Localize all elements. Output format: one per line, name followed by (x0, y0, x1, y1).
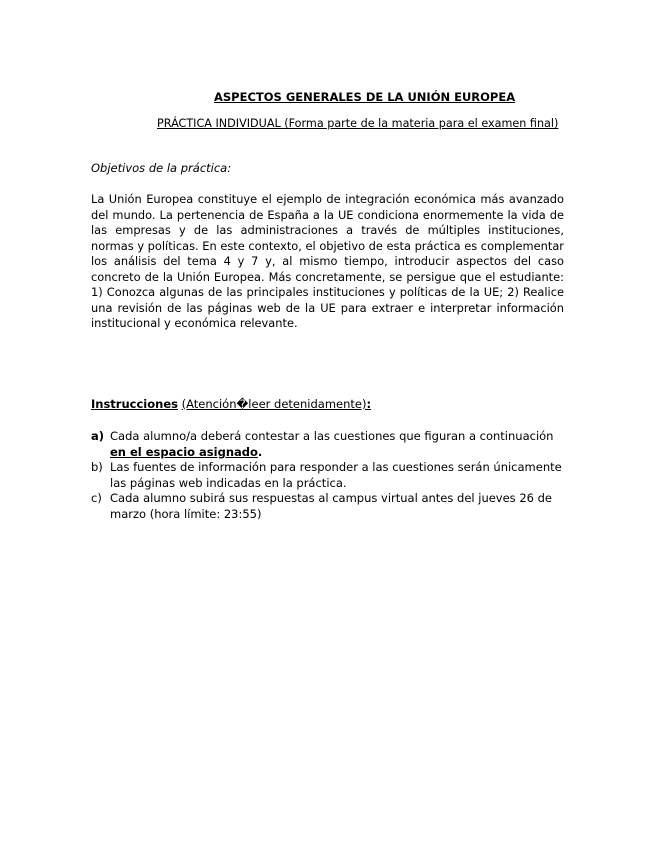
list-item-marker: c) (91, 491, 102, 505)
instructions-list (91, 429, 571, 522)
objectives-heading: Objetivos de la práctica: (91, 161, 232, 175)
list-item-text: Cada alumno subirá sus respuestas al campus virtual antes del jueves 26 de marzo (hora límite: 23:55) (110, 491, 552, 521)
list-item-text-end: . (257, 444, 263, 459)
list-item-marker: b) (91, 460, 103, 474)
instructions-heading-note: (Atención�leer detenidamente) (181, 397, 367, 411)
document-subtitle: PRÁCTICA INDIVIDUAL (Forma parte de la materia para el examen final) (157, 117, 559, 130)
list-item-emphasis: en el espacio asignado (110, 444, 258, 459)
instructions-heading-colon: : (366, 397, 372, 411)
list-item (91, 460, 571, 491)
list-item (91, 491, 571, 522)
list-item-text: Cada alumno/a deberá contestar a las cuestiones que figuran a continuación (110, 429, 554, 443)
list-item-text: Las fuentes de información para responder a las cuestiones serán únicamente las páginas web indicadas en la práctica. (110, 460, 562, 490)
intro-paragraph: La Unión Europea constituye el ejemplo de integración económica más avanzado del mundo. La pertenencia de España a la UE condiciona enormemente la vida de las empresas y de las administraciones a través de múltiples instituciones, normas y políticas. En este contexto, el objetivo de esta práctica es complementar los análisis del tema 4 y 7 y, al mismo tiempo, introducir aspectos del caso concreto de la Unión Europea. Más concretamente, se persigue que el estudiante: 1) Conozca algunas de las principales instituciones y políticas de la UE; 2) Realice una revisión de las páginas web de la UE para extraer e interpretar información institucional y económica relevante. (91, 192, 564, 330)
instructions-heading-lead: Instrucciones (91, 397, 178, 411)
list-item-marker: a) (91, 429, 105, 443)
document-title: ASPECTOS GENERALES DE LA UNIÓN EUROPEA (214, 90, 516, 104)
instructions-heading (91, 397, 371, 413)
list-item (91, 429, 571, 460)
